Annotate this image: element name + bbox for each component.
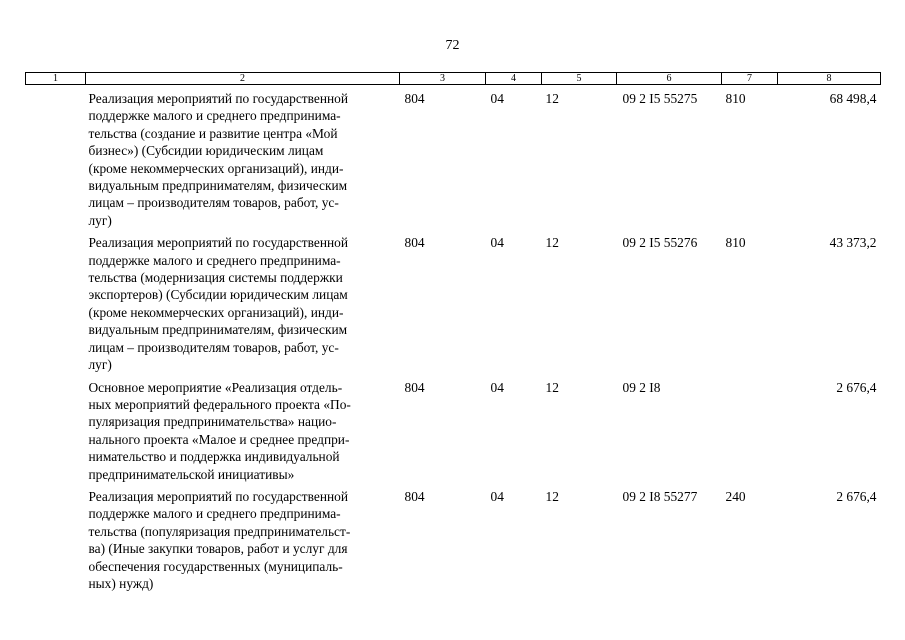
description-line: ва) (Иные закупки товаров, работ и услуг для [88,541,348,557]
subsection-code: 12 [545,379,559,395]
target-article-code: 09 2 I5 55276 [622,235,698,251]
table-row [26,85,881,230]
row-spacer-cell [26,85,86,230]
subsection-code: 12 [545,488,559,504]
section-code: 04 [490,91,504,106]
description-line: бизнес») (Субсидии юридическим лицам [88,143,324,159]
description-line: поддержке малого и среднего предпринима- [88,108,341,124]
description-line: тельства (модернизация системы поддержки [88,270,343,286]
description-cell [86,483,400,592]
subsection-code: 12 [545,235,559,251]
section-code: 04 [490,379,504,395]
target-article-code: 09 2 I8 [622,379,661,395]
ministry-code: 804 [404,235,425,251]
ministry-code: 804 [404,488,425,504]
row-spacer-cell [26,374,86,483]
description-line: лицам – производителям товаров, работ, ус- [88,339,339,355]
budget-table [25,72,881,592]
subsection-code: 12 [545,91,559,106]
description-cell [86,229,400,373]
column-number: 1 [26,73,86,85]
column-number: 7 [722,73,778,85]
expense-type-code: 810 [725,91,746,106]
description-line: луг) [88,212,112,228]
description-line: поддержке малого и среднего предпринима- [88,506,341,522]
table-row [26,229,881,373]
column-number-row [26,73,881,85]
page-number: 72 [445,38,460,53]
description-line: видуальным предпринимателям, физическим [88,322,348,338]
description-line: экспортеров) (Субсидии юридическим лицам [88,287,348,303]
section-code: 04 [490,235,504,251]
description-line: Реализация мероприятий по государственной [88,235,349,251]
amount: 68 498,4 [829,91,877,106]
description-line: поддержке малого и среднего предпринима- [88,252,341,268]
description-line: Реализация мероприятий по государственной [88,488,349,504]
description-line: луг) [88,357,112,373]
column-number: 6 [617,73,722,85]
ministry-code: 804 [404,379,425,395]
amount: 43 373,2 [829,235,877,251]
description-line: Реализация мероприятий по государственной [88,91,349,106]
row-spacer-cell [26,229,86,373]
description-line: (кроме некоммерческих организаций), инди- [88,160,344,176]
column-number: 4 [486,73,542,85]
description-line: пуляризация предпринимательства» нацио- [88,414,337,430]
description-line: обеспечения государственных (муниципаль- [88,558,343,574]
description-line: нимательство и поддержка индивидуальной [88,449,340,465]
description-cell [86,85,400,230]
description-line: ных) нужд) [88,575,154,591]
column-number: 2 [86,73,400,85]
target-article-code: 09 2 I8 55277 [622,488,698,504]
description-line: лицам – производителям товаров, работ, ус- [88,195,339,211]
description-line: тельства (создание и развитие центра «Мой [88,125,338,141]
column-number: 5 [542,73,617,85]
amount: 2 676,4 [836,379,877,395]
description-line: тельства (популяризация предпринимательст- [88,523,351,539]
description-line: видуальным предпринимателям, физическим [88,178,348,194]
description-line: предпринимательской инициативы» [88,466,295,482]
expense-type-code [722,374,778,483]
description-cell [86,374,400,483]
section-code: 04 [490,488,504,504]
table-row [26,374,881,483]
description-line: ных мероприятий федерального проекта «По- [88,396,351,412]
table-row [26,483,881,592]
description-line: нального проекта «Малое и среднее предпри- [88,431,350,447]
column-number: 8 [778,73,881,85]
description-line: (кроме некоммерческих организаций), инди- [88,304,344,320]
target-article-code: 09 2 I5 55275 [622,91,698,106]
description-line: Основное мероприятие «Реализация отдель- [88,379,343,395]
amount: 2 676,4 [836,488,877,504]
ministry-code: 804 [404,91,425,106]
row-spacer-cell [26,483,86,592]
column-number: 3 [400,73,486,85]
expense-type-code: 240 [725,488,746,504]
expense-type-code: 810 [725,235,746,251]
